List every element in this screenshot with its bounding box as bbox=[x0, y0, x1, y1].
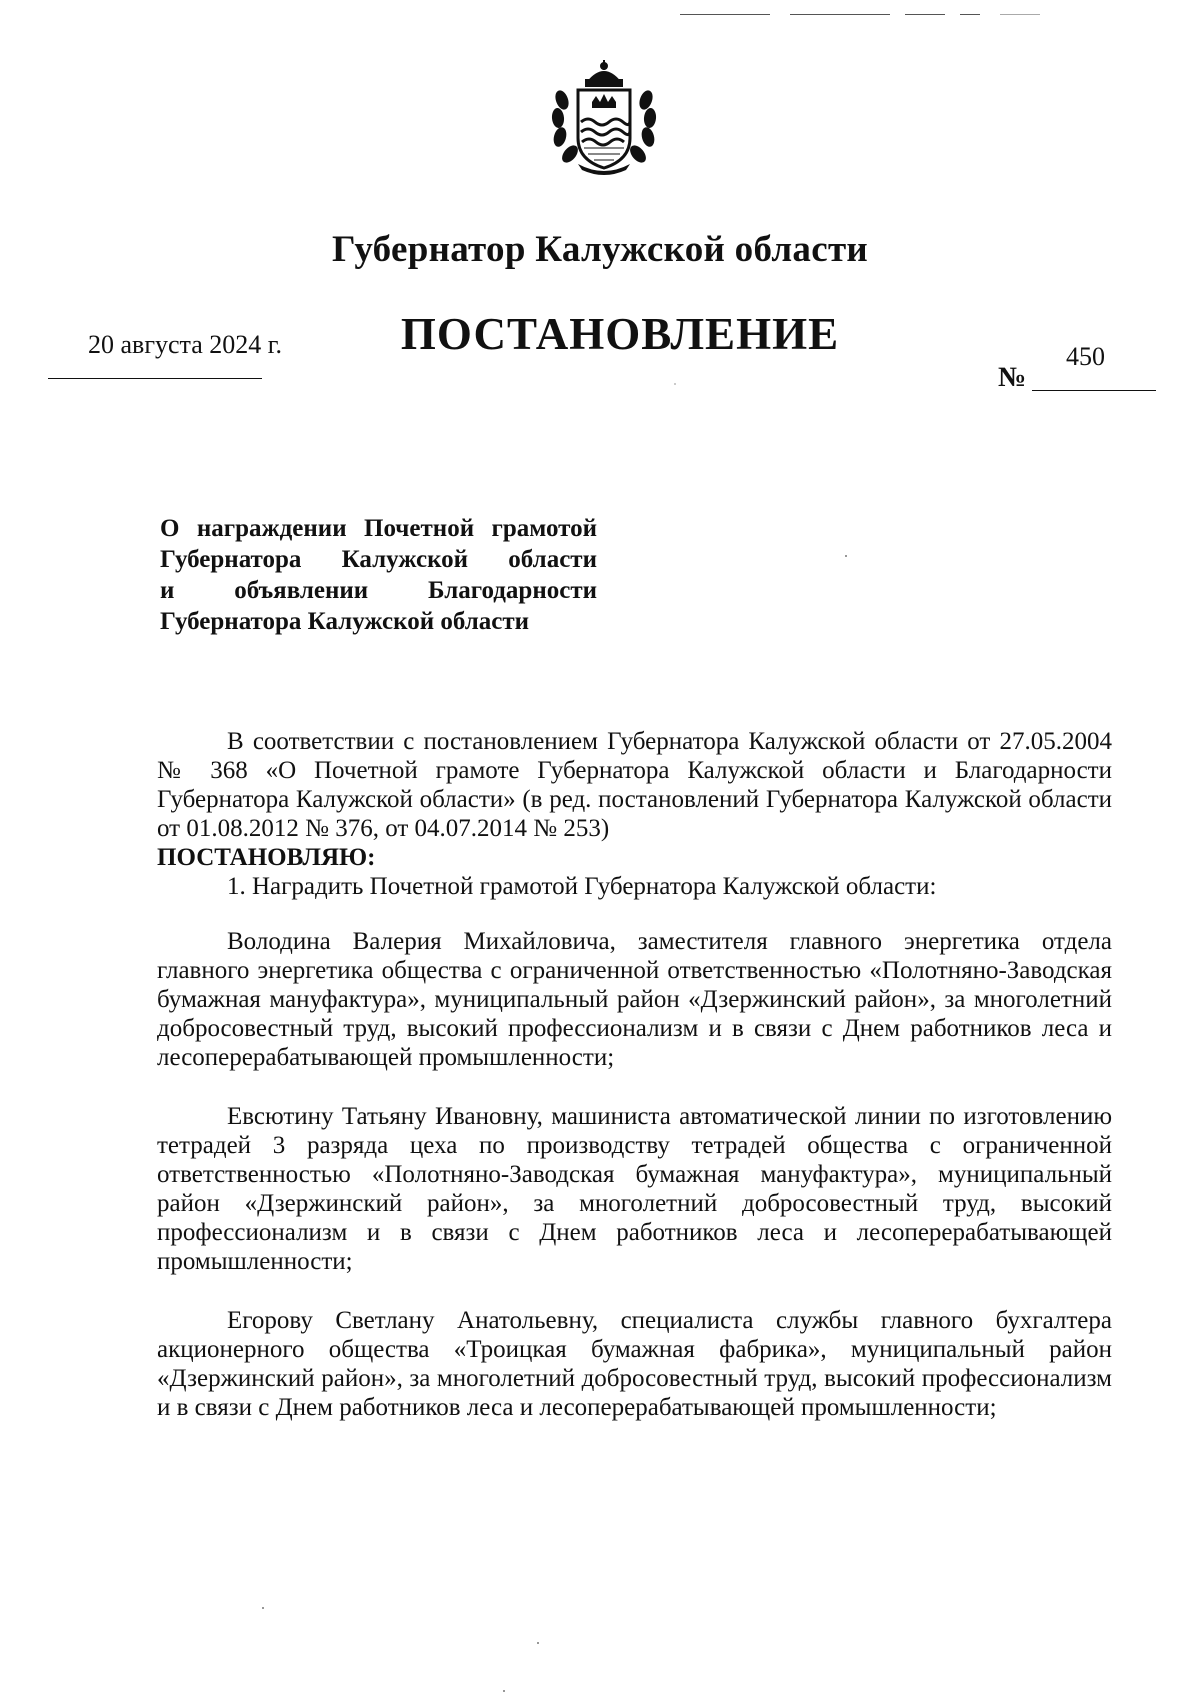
subject-line: и объявлении Благодарности bbox=[160, 577, 597, 604]
awardee-paragraph: Володина Валерия Михайловича, заместителя главного энергетика отдела главного энергетика общества с ограниченной ответственностью «Полотняно-Заводская бумажная мануфактура», муниципальный район «Дзержинский район», за многолетний добросовестный труд, высокий профессионализм и в связи с Днем работников леса и лесоперерабатывающей промышленности; bbox=[157, 928, 1112, 1071]
awardee-paragraph: Евсютину Татьяну Ивановну, машиниста автоматической линии по изготовлению тетрадей 3 разряда цеха по производству тетрадей общества с ограниченной ответственностью «Полотняно-Заводская бумажная мануфактура», муниципальный район «Дзержинский район», за многолетний добросовестный труд, высокий профессионализм и в связи с Днем работников леса и лесоперерабатывающей промышленности; bbox=[157, 1103, 1112, 1275]
scan-speck bbox=[845, 555, 847, 557]
scan-artifact-line bbox=[790, 14, 890, 15]
issuing-authority: Губернатор Калужской области bbox=[331, 229, 869, 270]
date-underline bbox=[48, 378, 262, 379]
document-number: 450 bbox=[1066, 342, 1105, 371]
document-subject bbox=[160, 513, 597, 637]
scan-speck bbox=[674, 383, 676, 385]
awardee-paragraph: Егорову Светлану Анатольевну, специалиста службы главного бухгалтера акционерного общества «Троицкая бумажная фабрика», муниципальный район «Дзержинский район», за многолетний добросовестный труд, высокий профессионализм и в связи с Днем работников леса и лесоперерабатывающей промышленности; bbox=[157, 1307, 1112, 1421]
scan-speck bbox=[503, 1690, 505, 1692]
scan-speck bbox=[537, 1642, 539, 1644]
decree-word: ПОСТАНОВЛЯЮ: bbox=[157, 844, 376, 871]
scan-artifact-line bbox=[680, 14, 770, 15]
preamble-paragraph: В соответствии с постановлением Губернатора Калужской области от 27.05.2004 № 368 «О Почетной грамоте Губернатора Калужской области и Благодарности Губернатора Калужской области» (в ред. постановлений Губернатора Калужской области от 01.08.2012 № 376, от 04.07.2014 № 253) bbox=[157, 728, 1112, 842]
document-type-title: ПОСТАНОВЛЕНИЕ bbox=[400, 309, 840, 359]
scan-artifact-line bbox=[960, 14, 980, 15]
scan-artifact-line bbox=[1000, 14, 1040, 15]
number-underline bbox=[1032, 390, 1156, 391]
scan-artifact-line bbox=[905, 14, 945, 15]
coat-of-arms-icon bbox=[548, 60, 660, 178]
subject-line: Губернатора Калужской области bbox=[160, 608, 530, 635]
number-sign: № bbox=[998, 362, 1027, 393]
document-body bbox=[157, 727, 1112, 1422]
document-date: 20 августа 2024 г. bbox=[88, 330, 282, 359]
scan-speck bbox=[262, 1607, 264, 1609]
subject-line: О награждении Почетной грамотой bbox=[160, 515, 597, 542]
item-1: 1. Наградить Почетной грамотой Губернатора Калужской области: bbox=[227, 873, 937, 900]
subject-line: Губернатора Калужской области bbox=[160, 546, 597, 573]
